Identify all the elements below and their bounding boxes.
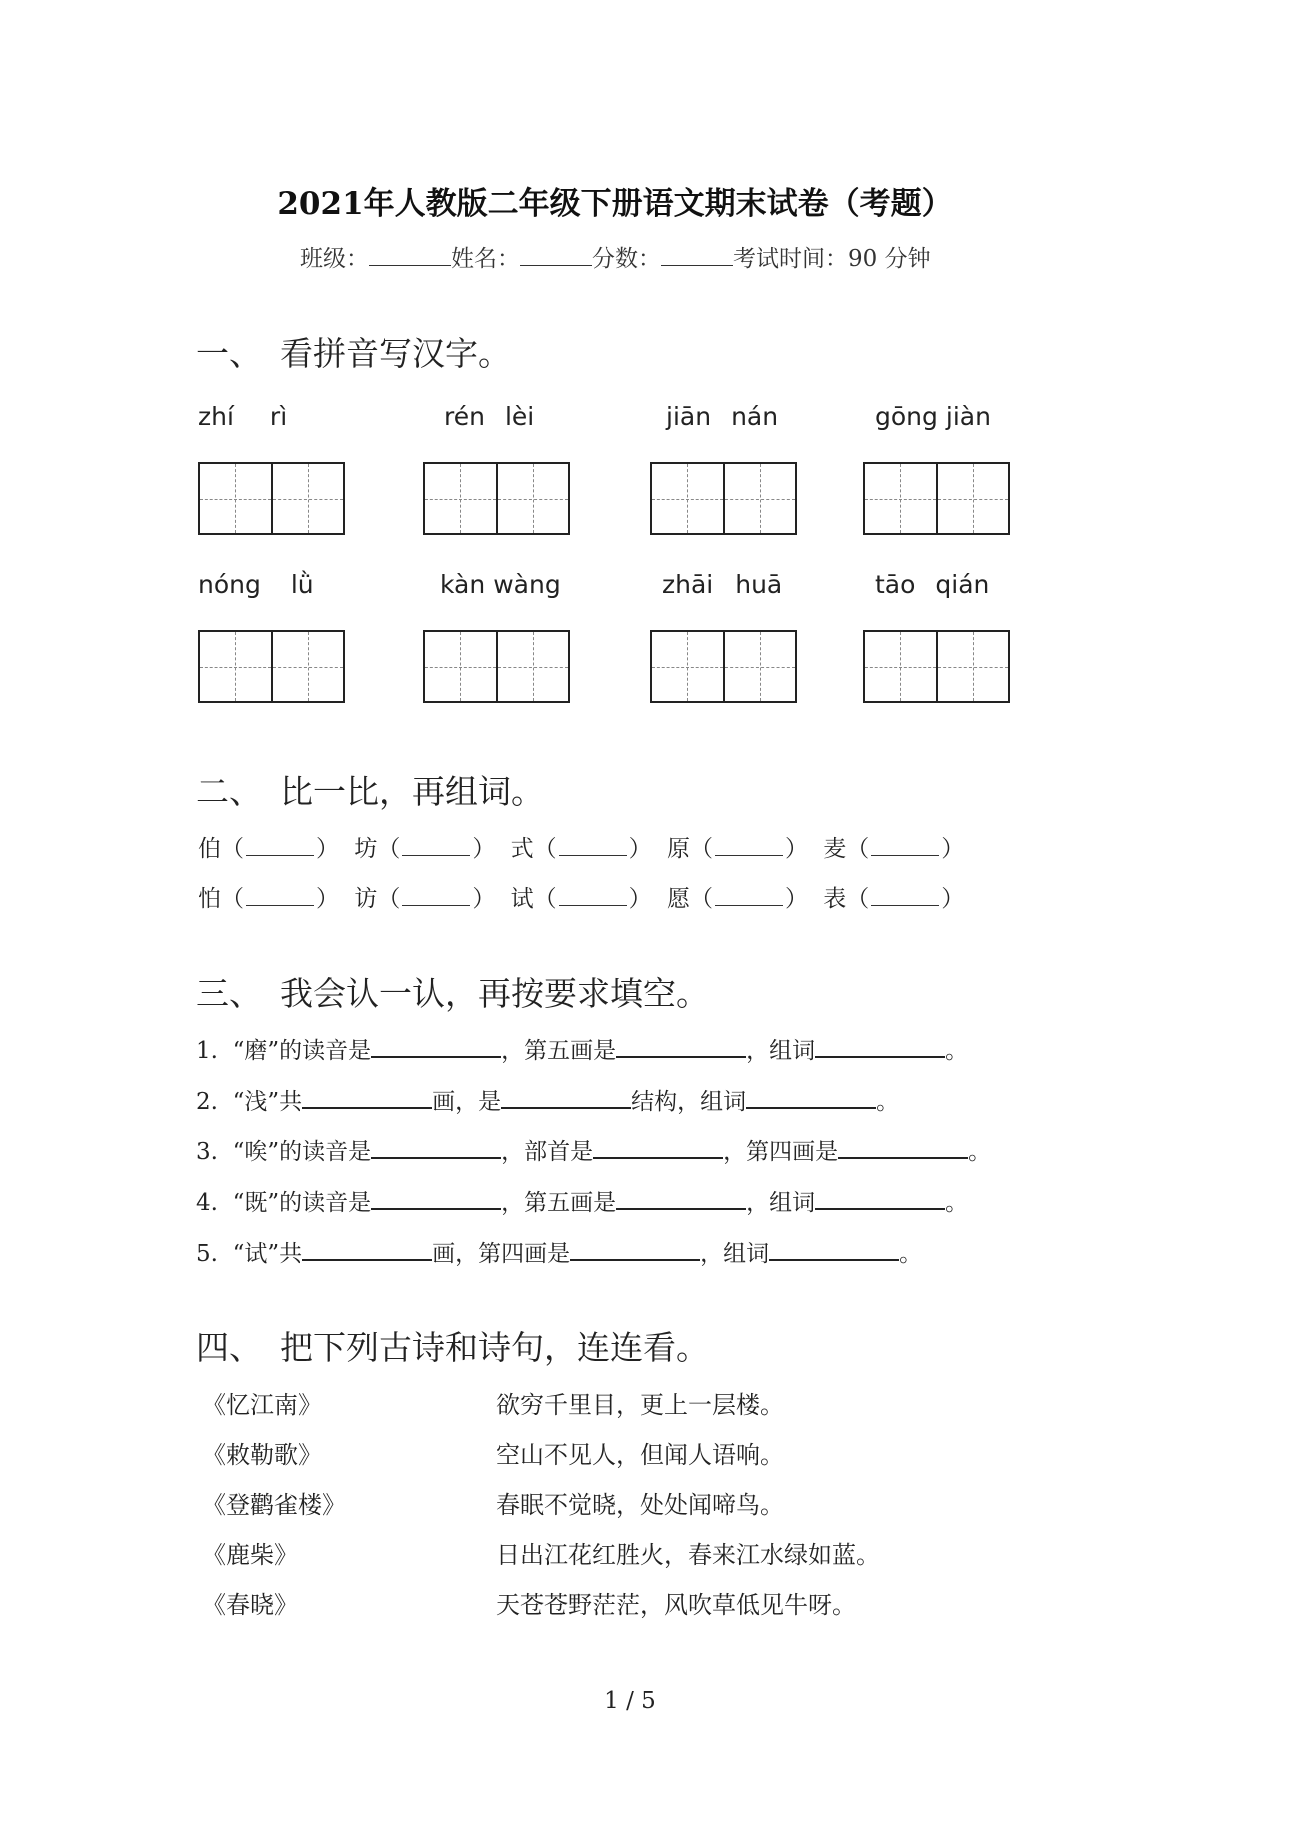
poem-line[interactable]: 空山不见人，但闻人语响。 (496, 1441, 784, 1469)
poem-line[interactable]: 日出江花红胜火，春来江水绿如蓝。 (496, 1541, 880, 1569)
section-title: 我会认一认，再按要求填空。 (280, 974, 709, 1013)
answer-blank[interactable] (559, 835, 627, 856)
section-3-heading (196, 968, 709, 1015)
writing-grid[interactable] (650, 630, 797, 703)
student-info (300, 240, 931, 273)
poem-title[interactable]: 《鹿柴》 (202, 1541, 298, 1569)
pinyin-7: zhāi huā (662, 570, 783, 599)
section-number: 二、 (196, 772, 262, 811)
question-5: 5. “试”共 画，第四画是 ，组词 。 (196, 1235, 922, 1268)
answer-blank[interactable] (501, 1085, 631, 1109)
answer-blank[interactable] (371, 1186, 501, 1210)
answer-blank[interactable] (871, 835, 939, 856)
compare-row-2: 怕（ ） 访（ ） 试（ ） 愿（ ） 表（ ） (198, 886, 965, 912)
class-label: 班级： (300, 246, 369, 272)
answer-blank[interactable] (715, 885, 783, 906)
poem-line[interactable]: 天苍苍野茫茫，风吹草低见牛呀。 (496, 1591, 856, 1619)
answer-blank[interactable] (746, 1085, 876, 1109)
class-blank[interactable] (369, 243, 451, 266)
answer-blank[interactable] (246, 835, 314, 856)
writing-grid[interactable] (423, 630, 570, 703)
answer-blank[interactable] (371, 1034, 501, 1058)
pinyin-8: tāo qián (875, 570, 990, 599)
writing-grid[interactable] (423, 462, 570, 535)
question-2: 2. “浅”共 画，是 结构，组词 。 (196, 1083, 899, 1116)
writing-grid[interactable] (198, 462, 345, 535)
section-title: 比一比，再组词。 (280, 772, 544, 811)
pinyin-4: gōng jiàn (875, 402, 991, 431)
time-label: 考试时间：90 分钟 (733, 246, 931, 272)
score-blank[interactable] (661, 243, 733, 266)
answer-blank[interactable] (570, 1237, 700, 1261)
pinyin-6: kàn wàng (440, 570, 561, 599)
answer-blank[interactable] (402, 835, 470, 856)
answer-blank[interactable] (593, 1135, 723, 1159)
answer-blank[interactable] (871, 885, 939, 906)
pinyin-2: rén lèi (444, 402, 535, 431)
pinyin-3: jiān nán (666, 402, 779, 431)
answer-blank[interactable] (815, 1034, 945, 1058)
poem-title[interactable]: 《登鹳雀楼》 (202, 1491, 346, 1519)
section-title: 看拼音写汉字。 (280, 334, 511, 373)
question-1: 1. “磨”的读音是 ，第五画是 ，组词 。 (196, 1032, 968, 1065)
poem-line[interactable]: 欲穷千里目，更上一层楼。 (496, 1391, 784, 1419)
section-number: 三、 (196, 974, 262, 1013)
section-number: 一、 (196, 334, 262, 373)
poem-line[interactable]: 春眠不觉晓，处处闻啼鸟。 (496, 1491, 784, 1519)
section-2-heading (196, 766, 544, 813)
answer-blank[interactable] (302, 1085, 432, 1109)
section-4-heading (196, 1322, 709, 1369)
answer-blank[interactable] (302, 1237, 432, 1261)
writing-grid[interactable] (198, 630, 345, 703)
answer-blank[interactable] (559, 885, 627, 906)
answer-blank[interactable] (815, 1186, 945, 1210)
answer-blank[interactable] (715, 835, 783, 856)
poem-title[interactable]: 《忆江南》 (202, 1391, 322, 1419)
compare-row-1: 伯（ ） 坊（ ） 式（ ） 原（ ） 麦（ ） (198, 836, 965, 862)
answer-blank[interactable] (838, 1135, 968, 1159)
writing-grid[interactable] (863, 462, 1010, 535)
writing-grid[interactable] (650, 462, 797, 535)
answer-blank[interactable] (616, 1186, 746, 1210)
writing-grid[interactable] (863, 630, 1010, 703)
answer-blank[interactable] (246, 885, 314, 906)
question-4: 4. “既”的读音是 ，第五画是 ，组词 。 (196, 1184, 968, 1217)
poem-title[interactable]: 《敕勒歌》 (202, 1441, 322, 1469)
answer-blank[interactable] (769, 1237, 899, 1261)
page-number: 1 / 5 (604, 1688, 656, 1714)
name-blank[interactable] (520, 243, 592, 266)
pinyin-1: zhí rì (198, 402, 288, 431)
section-number: 四、 (196, 1328, 262, 1367)
score-label: 分数： (592, 246, 661, 272)
pinyin-5: nóng lǜ (198, 570, 314, 599)
answer-blank[interactable] (616, 1034, 746, 1058)
name-label: 姓名： (451, 246, 520, 272)
page-title: 2021年人教版二年级下册语文期末试卷（考题） (277, 186, 953, 222)
answer-blank[interactable] (371, 1135, 501, 1159)
section-1-heading (196, 328, 511, 375)
poem-title[interactable]: 《春晓》 (202, 1591, 298, 1619)
answer-blank[interactable] (402, 885, 470, 906)
section-title: 把下列古诗和诗句，连连看。 (280, 1328, 709, 1367)
question-3: 3. “唉”的读音是 ，部首是 ，第四画是 。 (196, 1133, 991, 1166)
